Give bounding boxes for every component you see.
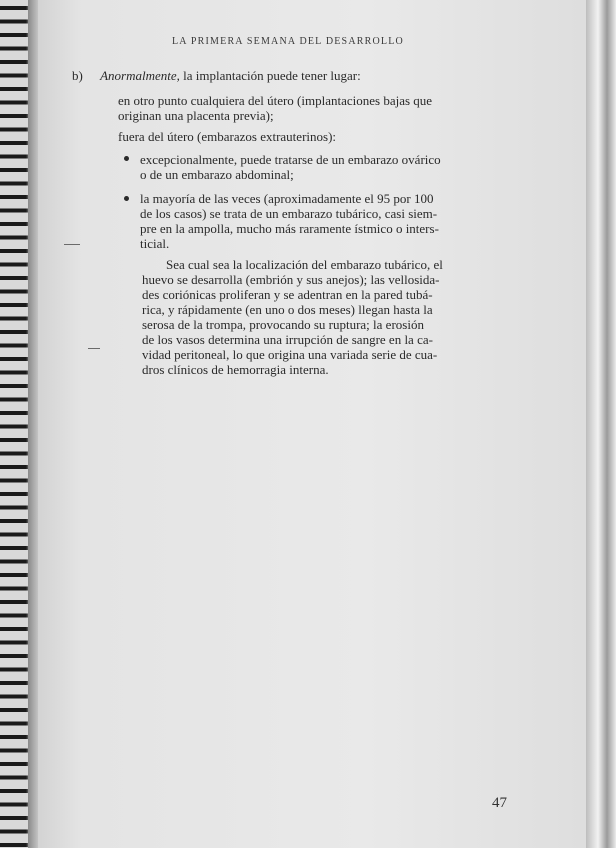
bullet-icon — [124, 196, 129, 201]
page-number: 47 — [492, 795, 507, 811]
bullet-line: la mayoría de las veces (aproximadamente el 95 por 100 — [140, 191, 434, 206]
bullet-icon — [124, 156, 129, 161]
paragraph-line: dros clínicos de hemorragia interna. — [142, 362, 329, 377]
book-page — [38, 0, 586, 848]
paragraph-line: serosa de la trompa, provocando su ruptura; la erosión — [142, 317, 424, 332]
paragraph-line: des coriónicas proliferan y se adentran en la pared tubá- — [142, 287, 433, 302]
text-line: en otro punto cualquiera del útero (implantaciones bajas que — [118, 93, 433, 108]
margin-mark — [64, 244, 80, 245]
bullet-line: o de un embarazo abdominal; — [140, 167, 294, 182]
text-line: fuera del útero (embarazos extrauterinos): — [118, 129, 337, 144]
item-marker: b) — [72, 68, 83, 83]
running-header: LA PRIMERA SEMANA DEL DESARROLLO — [172, 36, 404, 47]
margin-mark — [88, 348, 100, 349]
bullet-line: ticial. — [140, 236, 170, 251]
paragraph-line: vidad peritoneal, lo que origina una variada serie de cua- — [142, 347, 438, 362]
text-line: originan una placenta previa); — [118, 108, 274, 123]
paragraph-line: Sea cual sea la localización del embarazo tubárico, el — [166, 257, 443, 272]
paragraph-line: huevo se desarrolla (embrión y sus anejos); las vellosida- — [142, 272, 440, 287]
paragraph-line: rica, y rápidamente (en uno o dos meses) llegan hasta la — [142, 302, 433, 317]
paragraph-line: de los vasos determina una irrupción de sangre en la ca- — [142, 332, 433, 347]
bullet-line: excepcionalmente, puede tratarse de un embarazo ovárico — [140, 152, 441, 167]
bullet-line: pre en la ampolla, mucho más raramente ístmico o inters- — [140, 221, 439, 236]
bullet-line: de los casos) se trata de un embarazo tubárico, casi siem- — [140, 206, 438, 221]
item-b-line — [72, 68, 361, 83]
page-stack-edge — [586, 0, 616, 848]
item-intro: la implantación puede tener lugar: — [179, 68, 361, 83]
item-term: Anormalmente, — [100, 68, 180, 83]
